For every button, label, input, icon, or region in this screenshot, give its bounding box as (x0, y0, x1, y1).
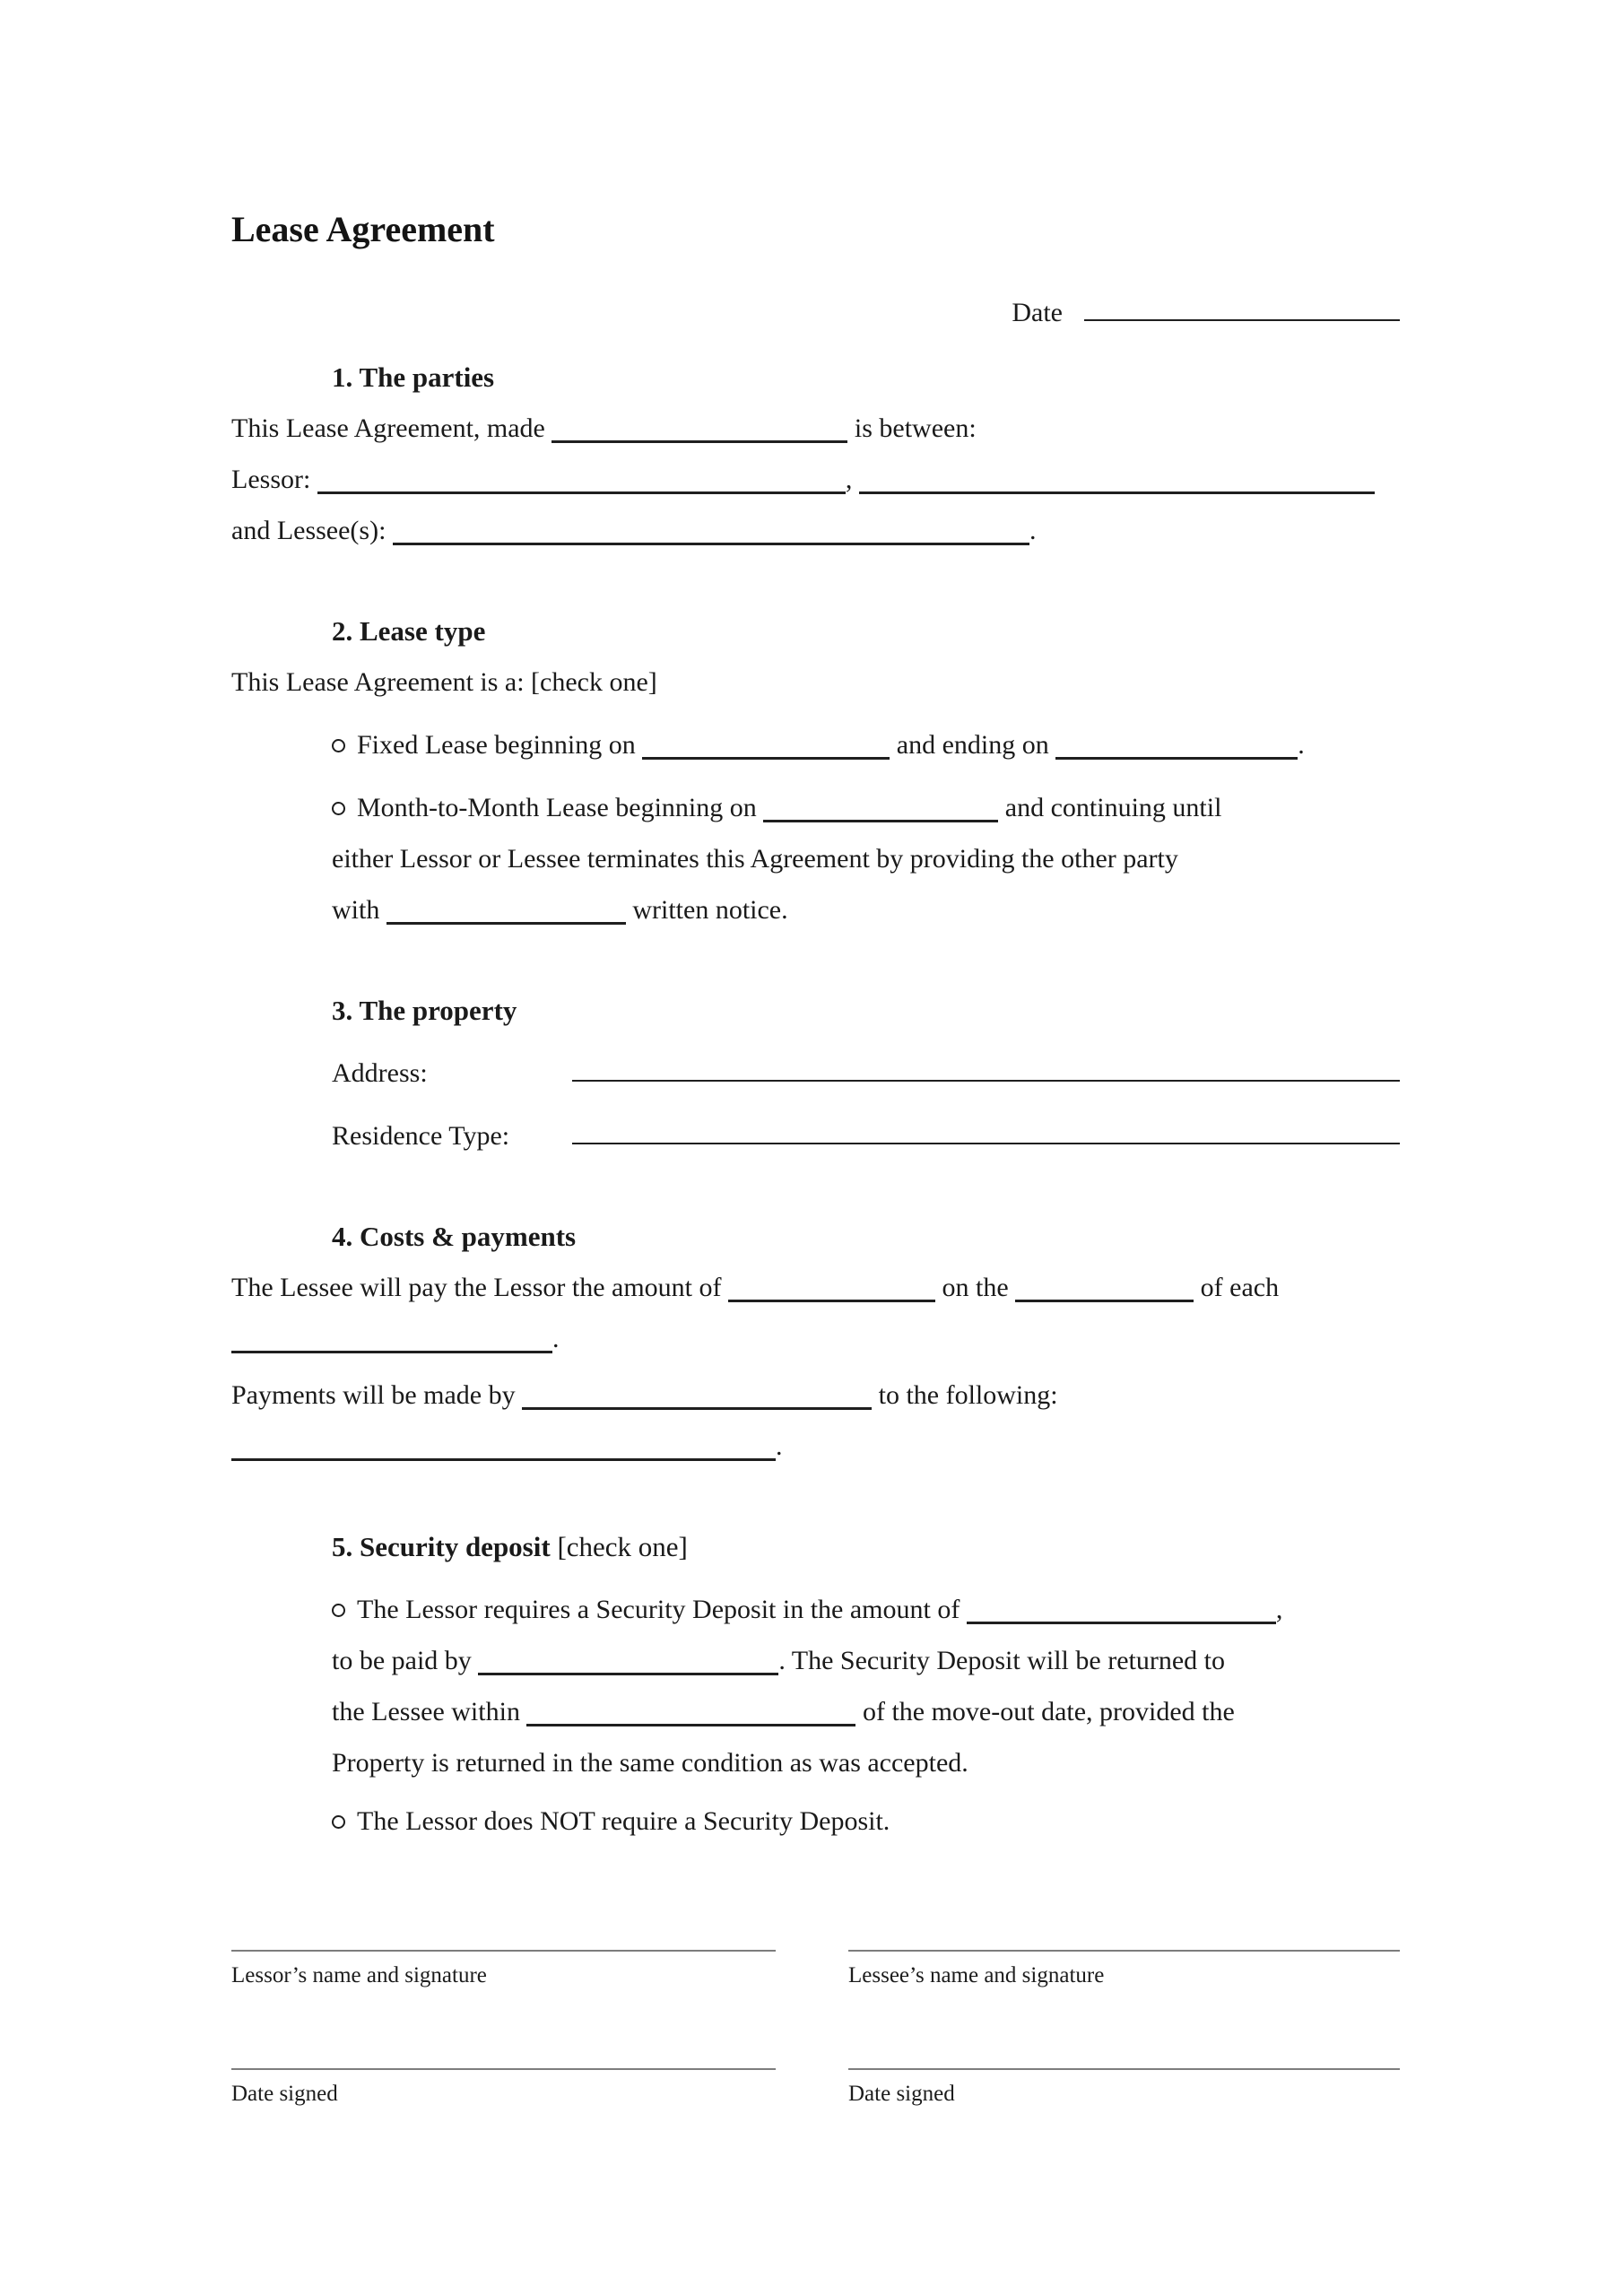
deposit-heading-note: [check one] (557, 1531, 688, 1562)
lessee-signature-block (848, 1950, 1400, 1989)
lease-type-intro: This Lease Agreement is a: [check one] (231, 667, 657, 697)
lessee-name-field[interactable] (393, 540, 1029, 545)
lessee-line (231, 505, 1400, 556)
lessor-date-signed-block (231, 2068, 776, 2108)
fixed-start-date-field[interactable] (642, 754, 890, 760)
rent-line-1 (231, 1262, 1400, 1313)
lessor-line (231, 454, 1400, 505)
date-row (231, 287, 1400, 338)
rent-text-pre: The Lessee will pay the Lessor the amount of (231, 1273, 722, 1302)
section-heading-deposit (332, 1521, 1400, 1572)
lessee-line-period: . (1029, 516, 1037, 545)
deposit-req-text-line2-post: . The Security Deposit will be returned to (778, 1646, 1225, 1675)
section-heading-property: 3. The property (332, 995, 517, 1026)
m2m-lease-radio[interactable] (332, 802, 345, 815)
signature-row-names (231, 1950, 1400, 1989)
deposit-return-window-field[interactable] (526, 1721, 855, 1726)
m2m-text-line2: either Lessor or Lessee terminates this Agreement by providing the other party (332, 844, 1178, 874)
fixed-lease-text-mid: and ending on (896, 730, 1049, 760)
payment-line2-period-mark: . (776, 1431, 783, 1461)
signature-row-dates (231, 2068, 1400, 2108)
fixed-lease-text-pre: Fixed Lease beginning on (357, 730, 636, 760)
deposit-not-required-option (332, 1796, 1400, 1847)
residence-type-row (332, 1110, 1400, 1161)
parties-intro-pre: This Lease Agreement, made (231, 413, 545, 443)
deposit-heading-bold: 5. Security deposit (332, 1531, 551, 1562)
rent-line2-period-mark: . (552, 1324, 560, 1353)
residence-type-label: Residence Type: (332, 1121, 510, 1151)
m2m-text-line3-post: written notice. (632, 895, 788, 925)
fixed-lease-option (332, 719, 1400, 770)
deposit-required-option (332, 1584, 1400, 1788)
deposit-not-required-text: The Lessor does NOT require a Security Deposit. (357, 1806, 890, 1836)
lessee-date-signed-label: Date signed (848, 2082, 955, 2106)
lessee-date-signed-block (848, 2068, 1400, 2108)
deposit-req-text-line4: Property is returned in the same condition as was accepted. (332, 1748, 968, 1778)
section-heading-parties: 1. The parties (332, 361, 495, 393)
fixed-end-date-field[interactable] (1055, 754, 1298, 760)
lessor-separator: , (845, 465, 853, 494)
lessee-label: and Lessee(s): (231, 516, 386, 545)
deposit-req-text-line2-pre: to be paid by (332, 1646, 472, 1675)
payment-destination-field[interactable] (231, 1456, 776, 1461)
notice-period-field[interactable] (386, 919, 626, 925)
deposit-req-text-line3-pre: the Lessee within (332, 1697, 520, 1726)
address-label: Address: (332, 1058, 428, 1088)
lessor-signature-label: Lessor’s name and signature (231, 1963, 487, 1987)
fixed-lease-radio[interactable] (332, 739, 345, 752)
deposit-required-radio[interactable] (332, 1604, 345, 1617)
deposit-req-line1-comma: , (1275, 1595, 1283, 1624)
deposit-due-field[interactable] (478, 1670, 778, 1675)
deposit-amount-field[interactable] (967, 1619, 1276, 1624)
payment-method-line-1 (231, 1370, 1400, 1421)
payment-method-text-pre: Payments will be made by (231, 1380, 516, 1410)
lessor-date-signed-label: Date signed (231, 2082, 338, 2106)
rent-text-post: of each (1200, 1273, 1280, 1302)
lessor-label: Lessor: (231, 465, 311, 494)
residence-type-field[interactable] (572, 1139, 1400, 1144)
section-heading-lease-type: 2. Lease type (332, 615, 486, 647)
address-field[interactable] (572, 1076, 1400, 1082)
made-date-field[interactable] (551, 438, 847, 443)
parties-intro-line (231, 403, 1400, 454)
address-row (332, 1048, 1400, 1099)
m2m-text-line3-pre: with (332, 895, 380, 925)
page-title: Lease Agreement (231, 209, 495, 249)
date-field[interactable] (1084, 316, 1400, 321)
lessee-signature-label: Lessee’s name and signature (848, 1963, 1105, 1987)
deposit-not-required-radio[interactable] (332, 1815, 345, 1829)
lessor-name-field-2[interactable] (859, 489, 1375, 494)
rent-amount-field[interactable] (728, 1297, 935, 1302)
payment-method-line-2 (231, 1421, 1400, 1472)
rent-line-2 (231, 1313, 1400, 1364)
parties-intro-post: is between: (854, 413, 977, 443)
m2m-text-line1-post: and continuing until (1004, 793, 1222, 822)
deposit-req-text-line3-post: of the move-out date, provided the (862, 1697, 1235, 1726)
m2m-text-line1-pre: Month-to-Month Lease beginning on (357, 793, 757, 822)
lessor-name-field-1[interactable] (317, 489, 846, 494)
lessor-signature-block (231, 1950, 776, 1989)
date-label: Date (1012, 298, 1063, 327)
payment-method-field[interactable] (522, 1405, 872, 1410)
deposit-req-text-line1: The Lessor requires a Security Deposit in the amount of (357, 1595, 960, 1624)
rent-text-mid: on the (942, 1273, 1009, 1302)
m2m-start-date-field[interactable] (763, 817, 998, 822)
section-heading-costs: 4. Costs & payments (332, 1221, 577, 1252)
fixed-lease-period-mark: . (1298, 730, 1305, 760)
rent-due-day-field[interactable] (1015, 1297, 1194, 1302)
rent-period-field[interactable] (231, 1348, 552, 1353)
m2m-lease-option (332, 782, 1400, 935)
payment-method-text-post: to the following: (878, 1380, 1058, 1410)
